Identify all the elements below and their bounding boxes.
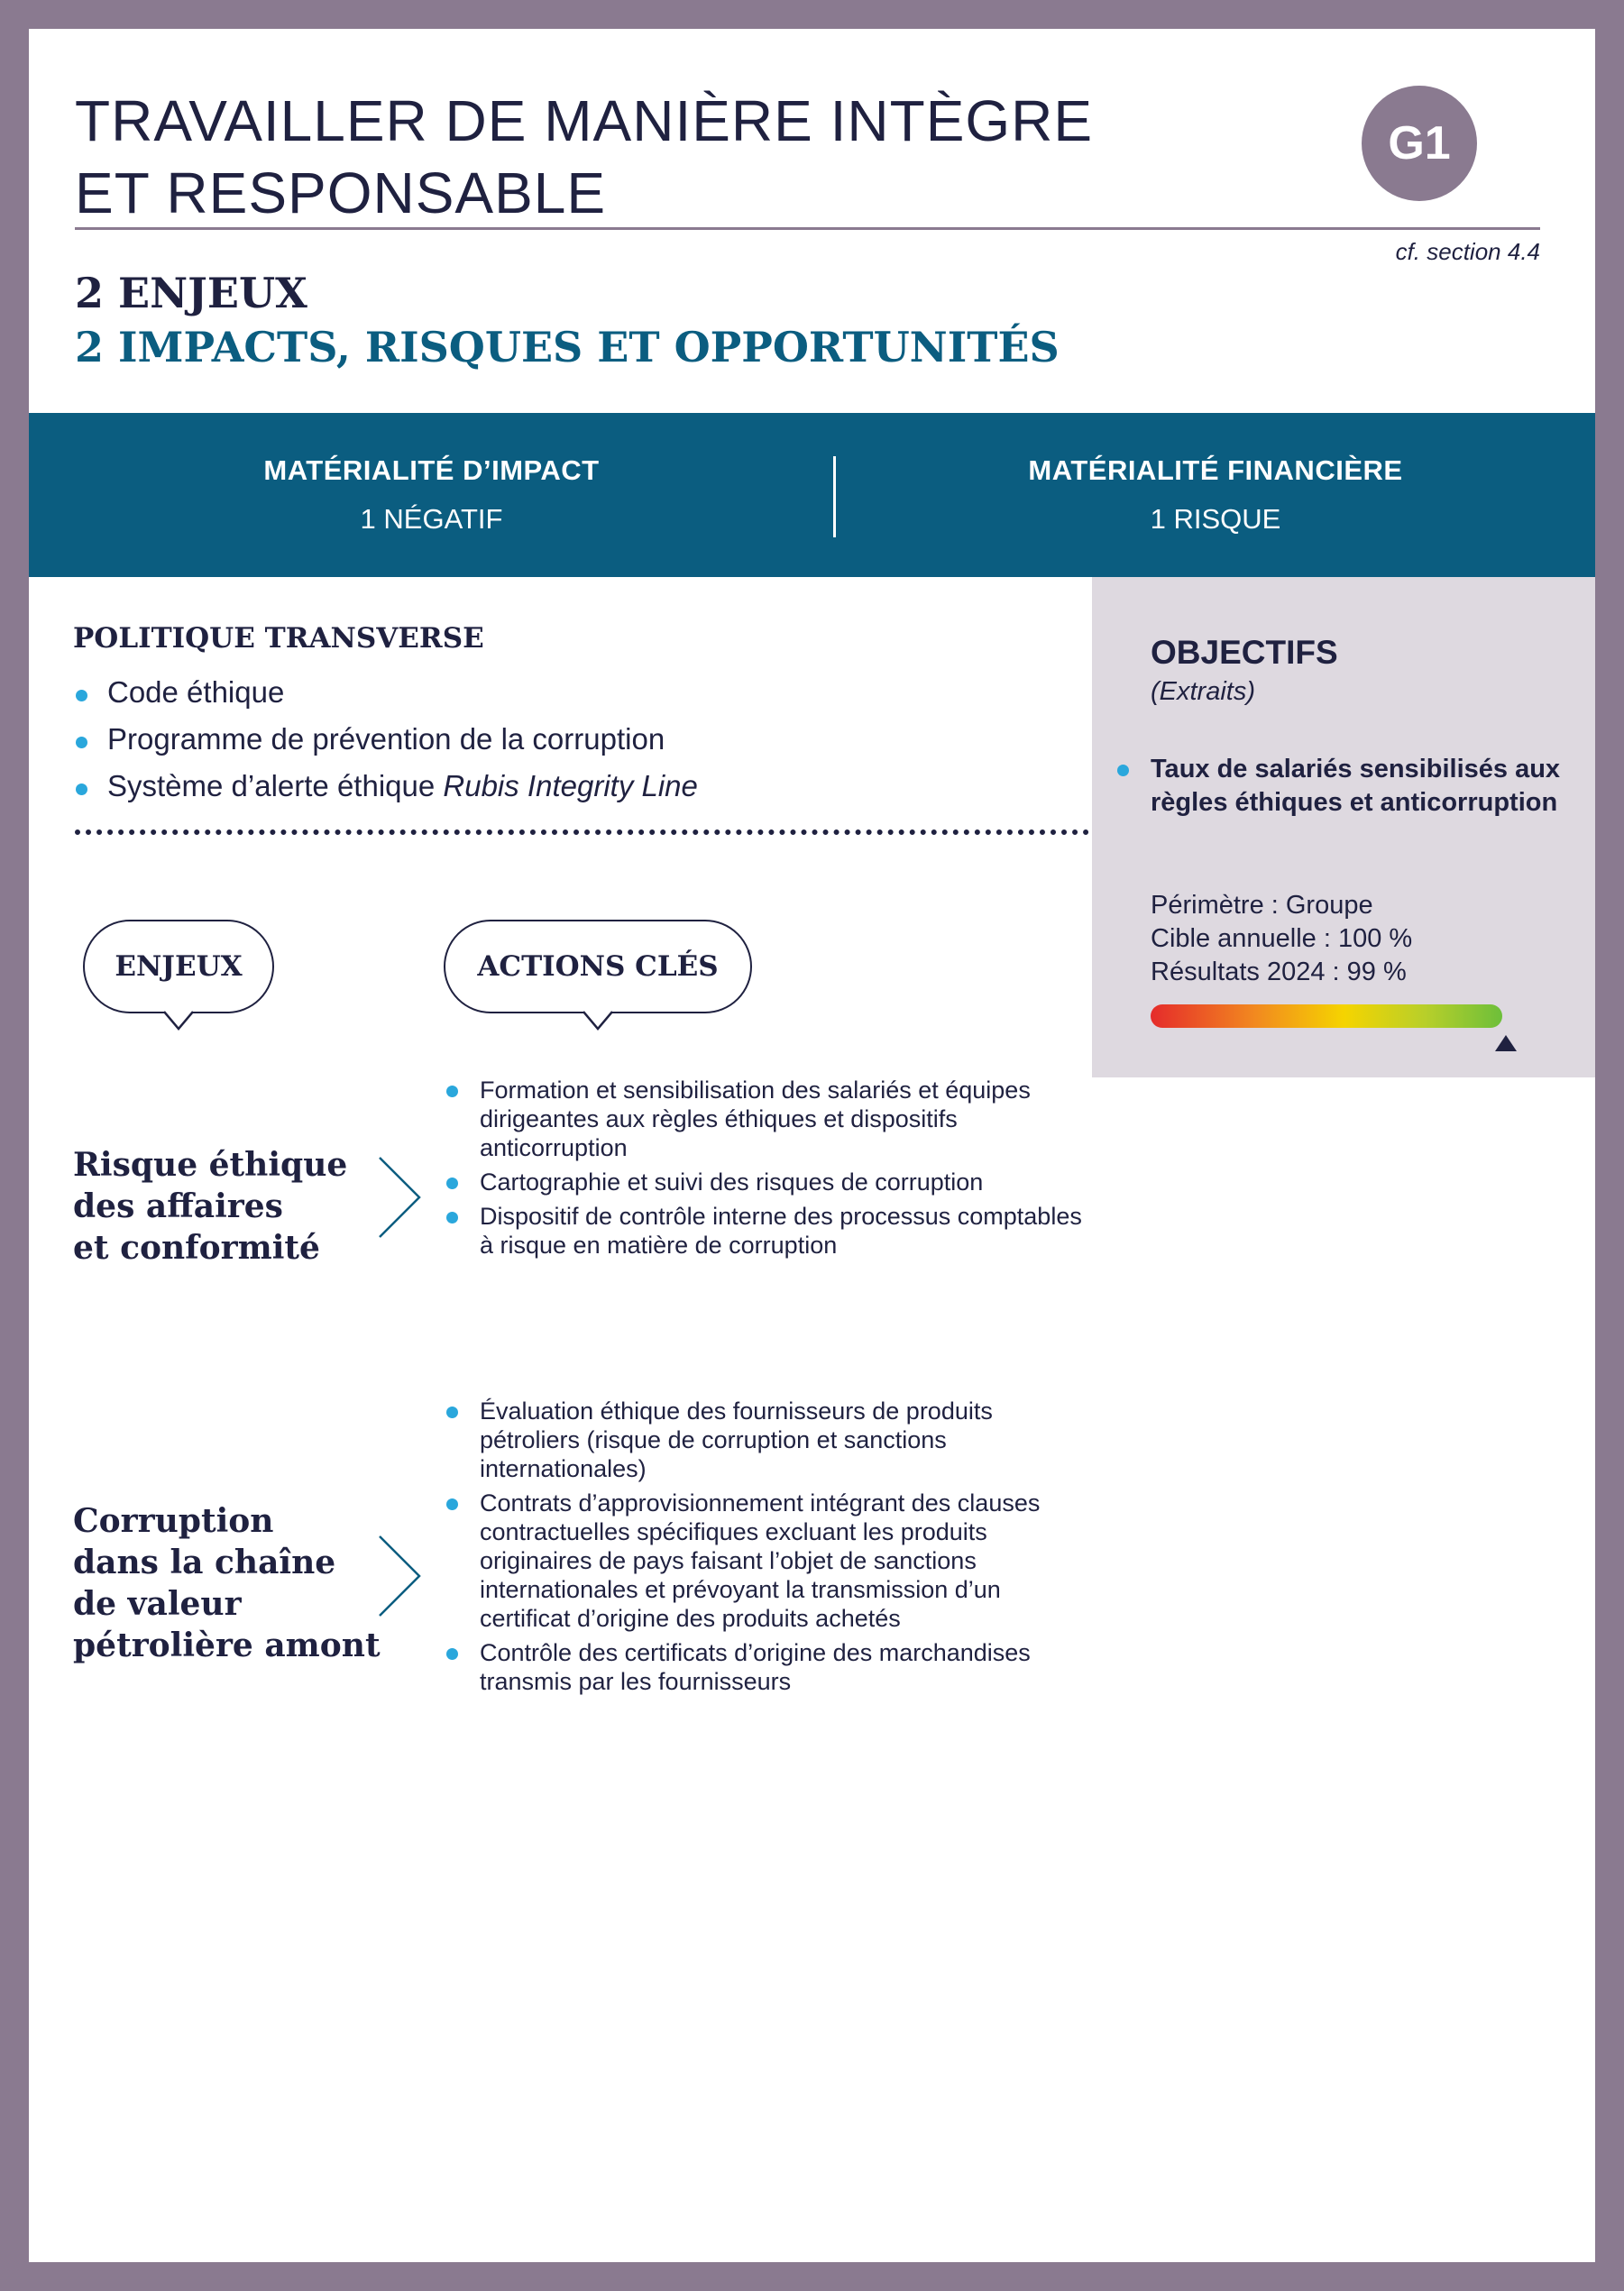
financial-materiality-value: 1 RISQUE [1150,503,1281,535]
policy-item [73,763,698,810]
materiality-band [29,413,1595,577]
section-badge: G1 [1362,86,1477,201]
bullet-icon [1117,765,1129,776]
chevron-right-icon [378,1156,423,1239]
page-title-line2: ET RESPONSABLE [75,160,607,225]
issue-title-line: de valeur [73,1585,242,1623]
impact-materiality-label: MATÉRIALITÉ D’IMPACT [263,454,600,486]
objectives-panel [1092,577,1595,1077]
page-title-line1: TRAVAILLER DE MANIÈRE INTÈGRE [75,88,1094,153]
enjeux-bubble [83,920,274,1013]
progress-marker-icon [1495,1035,1517,1051]
impact-materiality-value: 1 NÉGATIF [360,503,503,535]
issue-title [73,1500,381,1666]
dotted-divider [75,829,1089,835]
section-reference: cf. section 4.4 [1395,238,1540,265]
objective-scope: Périmètre : Groupe [1151,891,1373,920]
action-item: Contrôle des certificats d’origine des marchandises transmis par les fournisseurs [444,1638,1093,1696]
iro-count-heading: 2 IMPACTS, RISQUES ET OPPORTUNITÉS [75,323,1060,371]
page-title [75,85,1093,229]
policy-item: Programme de prévention de la corruption [73,716,698,763]
issue-title-line: pétrolière amont [73,1627,381,1664]
actions-list [444,1076,1093,1265]
enjeux-bubble-label: ENJEUX [115,950,243,983]
financial-materiality [836,413,1595,577]
action-item: Contrats d’approvisionnement intégrant des clauses contractuelles spécifiques excluant les produits originaires de pays faisant l’objet de sanctions internationales et prévoyant la transmission d’un certificat d’origine des produits achetés [444,1489,1093,1633]
action-item: Dispositif de contrôle interne des processus comptables à risque en matière de corruption [444,1202,1093,1260]
objective-result: Résultats 2024 : 99 % [1151,958,1407,986]
objective-target: Cible annuelle : 100 % [1151,924,1413,953]
actions-bubble [444,920,752,1013]
policy-item-text: Système d’alerte éthique [107,769,444,802]
objective-item: Taux de salariés sensibilisés aux règles éthiques et anticorruption [1151,755,1561,817]
issue-title-line: dans la chaîne [73,1544,336,1581]
issue-title-line: Corruption [73,1502,274,1540]
enjeux-count-heading: 2 ENJEUX [75,269,307,317]
issue-title [73,1144,347,1269]
policy-item-italic: Rubis Integrity Line [443,769,698,802]
issue-title-line: des affaires [73,1187,283,1225]
actions-list [444,1397,1093,1701]
objectives-subtitle: (Extraits) [1151,677,1255,706]
financial-materiality-label: MATÉRIALITÉ FINANCIÈRE [1028,454,1403,486]
progress-gauge [1151,1004,1502,1028]
header-divider [75,227,1540,230]
bubble-pointer-icon [164,1011,193,1031]
action-item: Évaluation éthique des fournisseurs de produits pétroliers (risque de corruption et sanctions internationales) [444,1397,1093,1483]
action-item: Formation et sensibilisation des salariés et équipes dirigeantes aux règles éthiques et dispositifs anticorruption [444,1076,1093,1162]
policy-heading: POLITIQUE TRANSVERSE [73,622,484,655]
policy-list [73,669,698,810]
issue-title-line: et conformité [73,1229,320,1267]
bubble-pointer-icon [583,1011,612,1031]
chevron-right-icon [378,1535,423,1617]
policy-item: Code éthique [73,669,698,716]
action-item: Cartographie et suivi des risques de corruption [444,1168,1093,1196]
objectives-heading: OBJECTIFS [1151,634,1338,671]
actions-bubble-label: ACTIONS CLÉS [477,950,719,983]
issue-title-line: Risque éthique [73,1146,348,1184]
page [29,29,1595,2262]
impact-materiality [29,413,834,577]
